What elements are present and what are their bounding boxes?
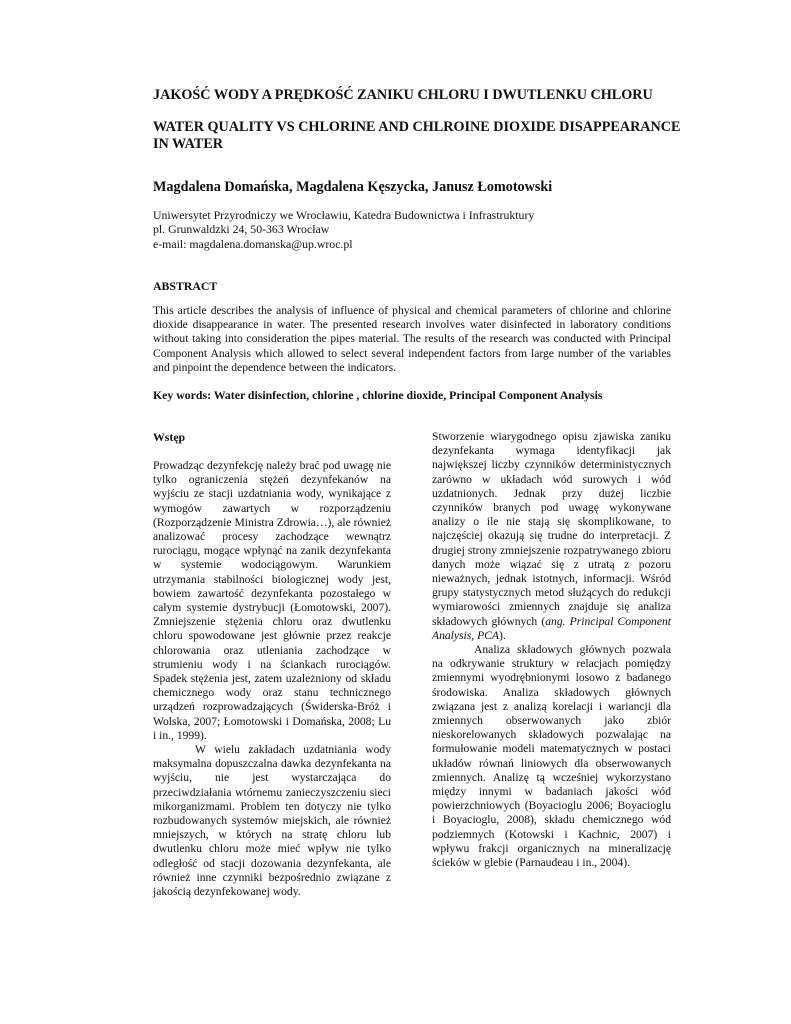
- affiliation-institution: Uniwersytet Przyrodniczy we Wrocławiu, Katedra Budownictwa i Infrastruktury: [153, 208, 535, 222]
- title-polish: JAKOŚĆ WODY A PRĘDKOŚĆ ZANIKU CHLORU I DWUTLENKU CHLORU: [153, 87, 653, 103]
- body-paragraph: W wielu zakładach uzdatniania wody maksymalna dopuszczalna dawka dezynfekanta na wyjściu, nie jest wystarczająca do przeciwdziałania wtórnemu zanieczyszczeniu sieci mikorganizmami. Problem ten dotyczy nie tylko rozbudowanych systemów miejskich, ale również mniejszych, w których na stratę chloru lub dwutlenku chloru może mieć wpływ nie tylko odległość od stacji dozowania dezynfekanta, ale również inne czynniki bezpośrednio związane z jakością dezynfekowanej wody.: [153, 743, 391, 899]
- body-paragraph: Prowadząc dezynfekcję należy brać pod uwagę nie tylko ograniczenia stężeń dezynfekanów na wyjściu ze stacji uzdatniania wody, wynikające z wymogów zawartych w rozporządzeniu (Rozporządzenie Ministra Zdrowia…), ale również analizować procesy zachodzące wewnątrz rurociągu, mogące wpłynąć na zanik dezynfekanta w systemie wodociągowym. Warunkiem utrzymania stabilności biologicznej wody jest, bowiem zawartość dezynfekanta pozostałego w całym systemie dystrybucji (Łomotowski, 2007). Zmniejszenie stężenia chloru oraz dwutlenku chloru spowodowane jest głównie przez reakcje chlorowania oraz utleniania zachodzące w strumieniu wody i na ściankach rurociągów. Spadek stężenia jest, zatem uzależniony od składu chemicznego wody oraz stanu technicznego urządzeń rozprowadzających (Świderska-Bróż i Wolska, 2007; Łomotowski i Domańska, 2008; Lu i in., 1999).: [153, 459, 391, 742]
- body-paragraph: Analiza składowych głównych pozwala na odkrywanie struktury w relacjach pomiędzy zmiennymi wyodrębnionymi losowo z badanego środowiska. Analiza składowych głównych związana jest z analizą korelacji i wariancji dla zmiennych obserwowanych jako zbiór nieskorelowanych składowych pozwalając na formułowanie modeli matematycznych w postaci układów równań liniowych dla obserwowanych zmiennych. Analizę tą wcześniej wykorzystano między innymi w badaniach jakości wód powierzchniowych (Boyacioglu 2006; Boyacioglu i Boyacioglu, 2008), składu chemicznego wód podziemnych (Kotowski i Kachnic, 2007) i wpływu frakcji organicznych na mineralizację ścieków w glebie (Parnaudeau i in., 2004).: [432, 643, 671, 870]
- authors: Magdalena Domańska, Magdalena Kęszycka, Janusz Łomotowski: [153, 179, 553, 195]
- affiliation-address: pl. Grunwaldzki 24, 50-363 Wrocław: [153, 222, 330, 237]
- abstract-text: This article describes the analysis of influence of physical and chemical parameters of chlorine and chlorine dioxide disappearance in water. The presented research involves water disinfected in laboratory conditions without taking into consideration the pipes material. The results of the research was conducted with Principal Component Analysis which allowed to select several independent factors from large number of the variables and pinpoint the dependence between the indicators.: [153, 304, 671, 374]
- abstract-heading: ABSTRACT: [153, 279, 218, 293]
- affiliation-email: e-mail: magdalena.domanska@up.wroc.pl: [153, 236, 353, 251]
- title-english: WATER QUALITY VS CHLORINE AND CHLROINE DIOXIDE DISAPPEARANCE IN WATER: [153, 119, 681, 152]
- section-heading: Wstęp: [153, 430, 186, 444]
- right-column: [432, 430, 671, 870]
- body-text: ).: [498, 628, 506, 642]
- keywords: Key words: Water disinfection, chlorine , chlorine dioxide, Principal Component Analysis: [153, 388, 603, 402]
- body-text-italic: ang. Principal Component Analysis, PCA: [432, 614, 672, 642]
- affiliation: [153, 208, 673, 251]
- body-text: Stworzenie wiarygodnego opisu zjawiska zaniku dezynfekanta wymaga identyfikacji jak największej liczby czynników deterministycznych zarówno w układach wód surowych i wód uzdatnionych. Jednak przy dużej liczbie czynników branych pod uwagę wykonywane analizy o ile nie stają się skomplikowane, to najczęściej okazują się trudne do interpretacji. Z drugiej strony zmniejszenie rozpatrywanego zbioru danych może wiązać się z utratą z pozoru nieważnych, jednak istotnych, informacji. Wśród grupy statystycznych metod służących do redukcji wymiarowości zmiennych znajduje się analiza składowych głównych (: [432, 430, 671, 628]
- body-paragraph: [432, 430, 671, 643]
- left-column: [153, 459, 391, 899]
